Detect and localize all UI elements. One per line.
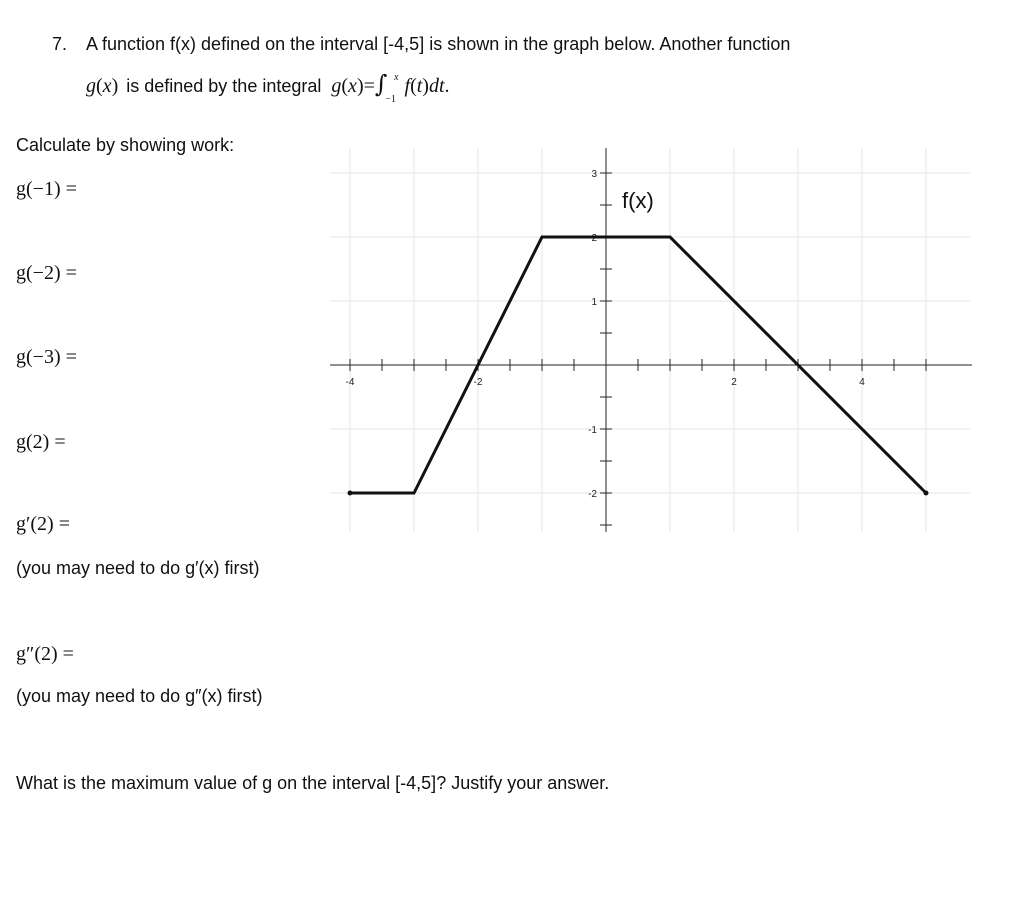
item-g-neg2: g(−2) = bbox=[16, 262, 77, 284]
item-g-2: g(2) = bbox=[16, 431, 66, 453]
x-tick-label: 4 bbox=[859, 377, 865, 388]
integral-sign: ∫ bbox=[374, 70, 388, 98]
fx-end-point bbox=[924, 491, 929, 496]
fx-start-point bbox=[348, 491, 353, 496]
question-line-2-text: is defined by the integral bbox=[126, 76, 322, 96]
instructions: Calculate by showing work: bbox=[16, 135, 235, 155]
item-g-neg3: g(−3) = bbox=[16, 346, 77, 368]
y-tick-label: 2 bbox=[591, 233, 597, 244]
question-line-2: g ( x ) is defined by the integral g ( x )= ∫ −1 x f ( t ) dt . bbox=[86, 70, 450, 105]
x-symbol: x bbox=[102, 75, 112, 97]
fx-graph bbox=[320, 140, 980, 550]
x-tick-label: -2 bbox=[473, 377, 483, 388]
y-tick-label: 3 bbox=[591, 169, 597, 180]
g-symbol: g bbox=[86, 75, 96, 97]
question-line-1: A function f(x) defined on the interval [-4,5] is shown in the graph below. Another function bbox=[86, 34, 791, 54]
item-gdoubleprime-note: (you may need to do g″(x) first) bbox=[16, 686, 263, 706]
item-g-neg1: g(−1) = bbox=[16, 178, 77, 200]
y-tick-label: 1 bbox=[591, 297, 597, 308]
item-gdoubleprime-2: g″(2) = bbox=[16, 643, 74, 665]
x-tick-label: -4 bbox=[345, 377, 355, 388]
integral-lower-limit: −1 bbox=[385, 94, 397, 105]
final-question: What is the maximum value of g on the interval [-4,5]? Justify your answer. bbox=[16, 773, 610, 793]
dt-symbol: dt bbox=[428, 75, 445, 97]
question-number: 7. bbox=[52, 34, 68, 54]
item-gprime-note: (you may need to do g′(x) first) bbox=[16, 558, 260, 578]
fx-label: f(x) bbox=[622, 188, 654, 214]
x-tick-label: 2 bbox=[731, 377, 737, 388]
y-tick-label: -2 bbox=[588, 489, 597, 500]
item-gprime-2: g′(2) = bbox=[16, 513, 70, 535]
y-tick-label: -1 bbox=[588, 425, 597, 436]
integral-upper-limit: x bbox=[394, 72, 399, 83]
